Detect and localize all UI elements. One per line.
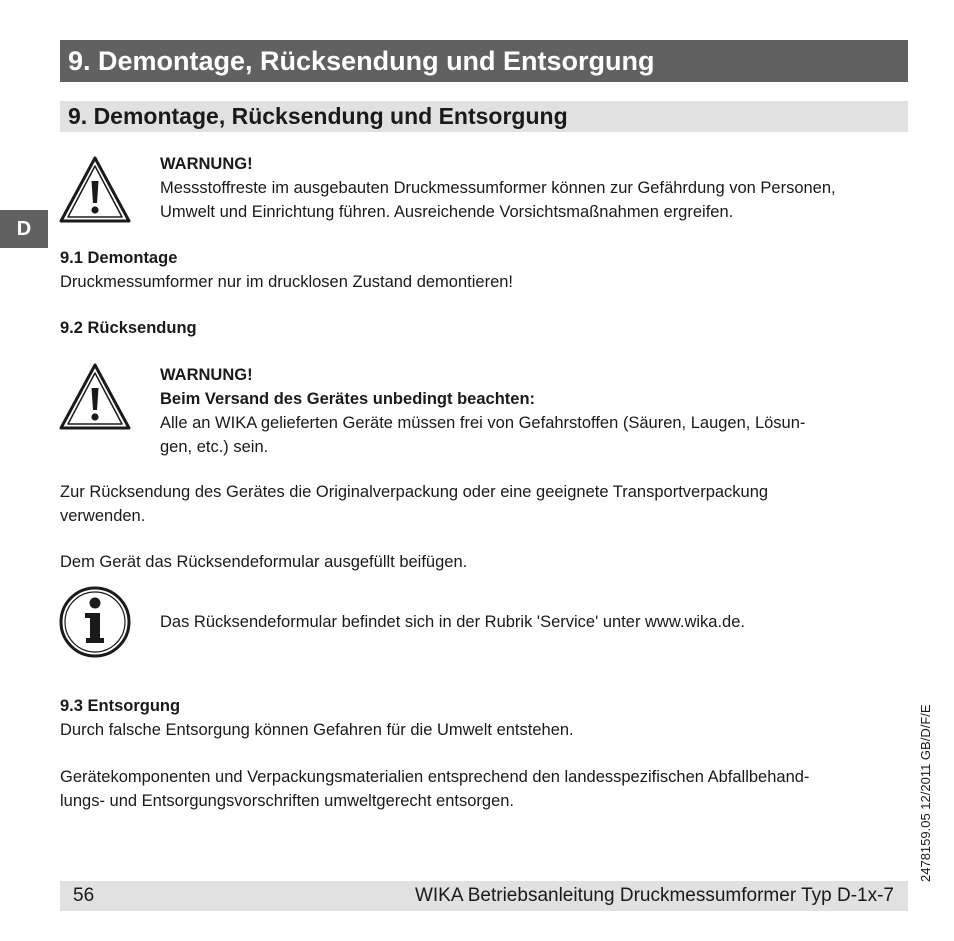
- info-icon: [58, 585, 132, 659]
- section-heading: 9. Demontage, Rücksendung und Entsorgung: [60, 101, 908, 132]
- language-tab: D: [0, 210, 48, 248]
- paragraph: Durch falsche Entsorgung können Gefahren für die Umwelt entstehen.: [60, 721, 574, 739]
- document-code: 2478159.05 12/2011 GB/D/F/E: [918, 704, 933, 882]
- page-number: 56: [73, 885, 95, 906]
- info-text: Das Rücksendeformular befindet sich in der Rubrik 'Service' unter www.wika.de.: [160, 613, 745, 631]
- demontage-text: Druckmessumformer nur im drucklosen Zustand demontieren!: [60, 273, 514, 291]
- footer-title: WIKA Betriebsanleitung Druckmessumformer Typ D-1x-7: [414, 885, 894, 906]
- warning-triangle-icon: [58, 155, 132, 229]
- warning-text-line: Alle an WIKA gelieferten Geräte müssen frei von Gefahrstoffen (Säuren, Laugen, Lösun-: [160, 414, 806, 432]
- chapter-heading: 9. Demontage, Rücksendung und Entsorgung: [60, 40, 908, 82]
- subsection-heading-entsorgung: 9.3 Entsorgung: [60, 697, 181, 715]
- paragraph-line: Zur Rücksendung des Gerätes die Originalverpackung oder eine geeignete Transportverpackung: [60, 483, 769, 501]
- warning-label: WARNUNG!: [160, 366, 253, 384]
- warning-triangle-icon: [58, 362, 132, 436]
- paragraph-line: verwenden.: [60, 507, 146, 525]
- paragraph-line: Gerätekomponenten und Verpackungsmaterialien entsprechend den landesspezifischen Abfallbehand-: [60, 768, 810, 786]
- subsection-heading-ruecksendung: 9.2 Rücksendung: [60, 319, 197, 337]
- paragraph: Dem Gerät das Rücksendeformular ausgefüllt beifügen.: [60, 553, 468, 571]
- warning-subheading: Beim Versand des Gerätes unbedingt beachten:: [160, 390, 536, 408]
- warning-label: WARNUNG!: [160, 155, 253, 173]
- subsection-heading-demontage: 9.1 Demontage: [60, 249, 178, 267]
- warning-text-line: gen, etc.) sein.: [160, 438, 269, 456]
- warning-text-line: Messstoffreste im ausgebauten Druckmessumformer können zur Gefährdung von Personen,: [160, 179, 836, 197]
- footer: [60, 881, 908, 911]
- warning-text-line: Umwelt und Einrichtung führen. Ausreichende Vorsichtsmaßnahmen ergreifen.: [160, 203, 734, 221]
- paragraph-line: lungs- und Entsorgungsvorschriften umweltgerecht entsorgen.: [60, 792, 514, 810]
